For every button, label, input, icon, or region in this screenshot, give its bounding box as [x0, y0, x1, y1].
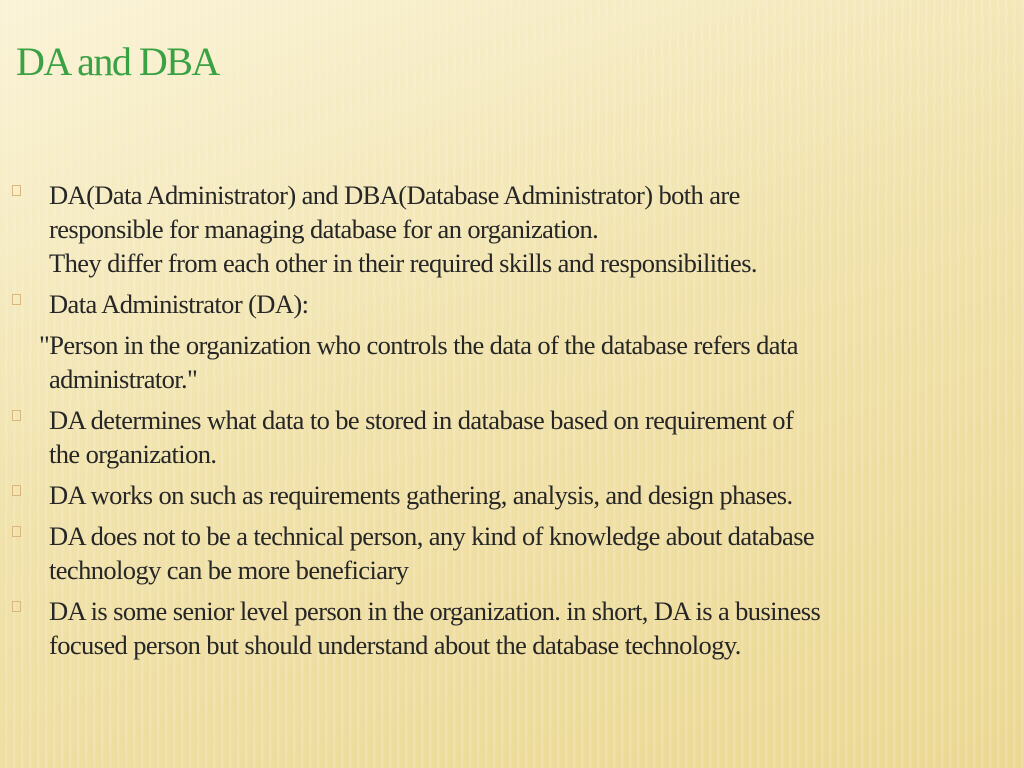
item-3-line-2: the organization.: [49, 439, 217, 469]
item-5-line-2: technology can be more beneficiary: [49, 555, 409, 585]
item-6-line-1: DA is some senior level person in the organization. in short, DA is a business: [49, 596, 821, 626]
square-bullet-icon: [12, 485, 21, 496]
quote-line-1: "Person in the organization who controls the data of the database refers data: [39, 330, 798, 360]
bullet-item-4: [12, 478, 1002, 512]
definition-quote: [12, 328, 1002, 396]
square-bullet-icon: [12, 410, 21, 421]
square-bullet-icon: [12, 185, 21, 196]
square-bullet-icon: [12, 294, 21, 305]
item-1-line-2: responsible for managing database for an organization.: [49, 214, 599, 244]
item-1-line-3: They differ from each other in their required skills and responsibilities.: [49, 248, 757, 278]
item-5-line-1: DA does not to be a technical person, any kind of knowledge about database: [49, 521, 815, 551]
item-2-line-1: Data Administrator (DA):: [49, 289, 309, 319]
item-4-line-1: DA works on such as requirements gathering, analysis, and design phases.: [49, 480, 793, 510]
square-bullet-icon: [12, 526, 21, 537]
bullet-item-3: [12, 403, 1002, 471]
bullet-item-6: [12, 594, 1002, 662]
bullet-item-2: [12, 287, 1002, 321]
quote-line-2: administrator.": [49, 364, 198, 394]
item-3-line-1: DA determines what data to be stored in database based on requirement of: [49, 405, 794, 435]
item-1-line-1: DA(Data Administrator) and DBA(Database Administrator) both are: [49, 180, 740, 210]
bullet-item-5: [12, 519, 1002, 587]
bullet-item-1: [12, 178, 1002, 280]
square-bullet-icon: [12, 601, 21, 612]
slide-title: DA and DBA: [16, 39, 219, 84]
item-6-line-2: focused person but should understand about the database technology.: [49, 630, 741, 660]
slide-content: [12, 178, 1002, 669]
